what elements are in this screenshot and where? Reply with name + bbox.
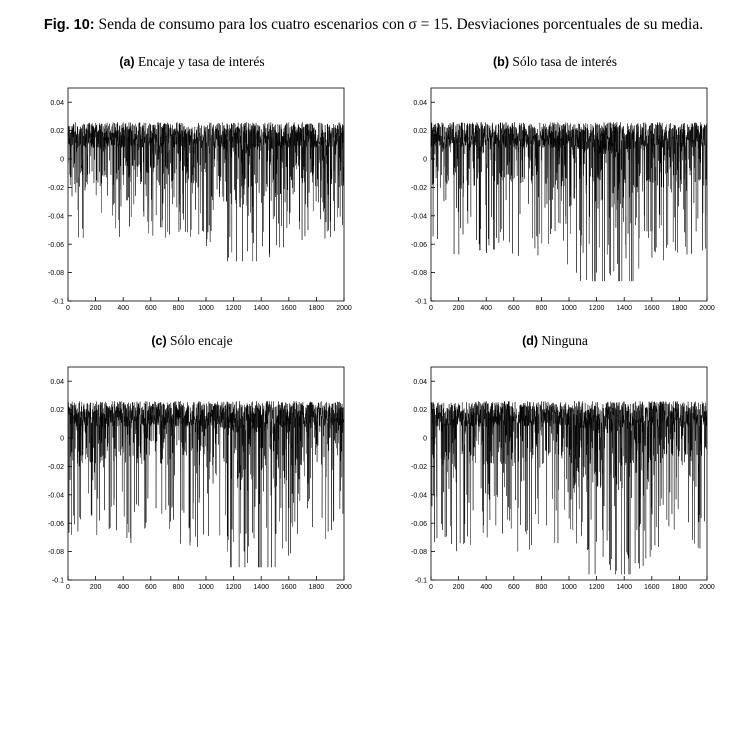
- svg-text:1200: 1200: [225, 584, 242, 592]
- svg-text:400: 400: [117, 305, 130, 313]
- svg-text:2000: 2000: [699, 305, 715, 313]
- svg-text:-0.06: -0.06: [48, 242, 64, 250]
- svg-text:1400: 1400: [616, 584, 632, 592]
- svg-text:800: 800: [172, 305, 185, 313]
- svg-text:-0.02: -0.02: [411, 185, 427, 193]
- svg-text:0: 0: [429, 584, 433, 592]
- svg-text:-0.08: -0.08: [411, 549, 427, 557]
- figure-caption: [29, 14, 719, 36]
- svg-text:1400: 1400: [616, 305, 632, 313]
- panel-a-title-text: Encaje y tasa de interés: [137, 54, 265, 70]
- svg-text:1800: 1800: [308, 584, 325, 592]
- panel-b-plot: [395, 80, 715, 323]
- svg-text:1800: 1800: [671, 584, 688, 592]
- panel-c-plot: [32, 359, 352, 602]
- panel-d: [377, 333, 734, 602]
- svg-text:-0.08: -0.08: [411, 270, 427, 278]
- svg-text:-0.04: -0.04: [48, 492, 64, 500]
- panel-a: [14, 54, 371, 323]
- svg-text:600: 600: [144, 584, 157, 592]
- svg-text:1000: 1000: [198, 305, 214, 313]
- svg-text:0: 0: [423, 157, 427, 165]
- panel-c-title: [151, 333, 232, 349]
- svg-text:1800: 1800: [671, 305, 688, 313]
- svg-text:600: 600: [144, 305, 157, 313]
- svg-text:-0.1: -0.1: [51, 299, 64, 307]
- svg-text:-0.04: -0.04: [411, 213, 427, 221]
- svg-text:800: 800: [535, 584, 548, 592]
- panel-d-svg: [395, 359, 715, 602]
- panel-c-tag: (c): [151, 334, 167, 349]
- panel-b: [377, 54, 734, 323]
- panel-d-tag: (d): [522, 334, 539, 349]
- svg-text:2000: 2000: [336, 584, 352, 592]
- svg-text:1400: 1400: [253, 584, 269, 592]
- svg-text:0: 0: [423, 436, 427, 444]
- svg-text:1200: 1200: [225, 305, 242, 313]
- svg-text:-0.1: -0.1: [414, 299, 427, 307]
- panel-d-title: [522, 333, 588, 349]
- svg-text:-0.06: -0.06: [411, 521, 427, 529]
- svg-text:0.02: 0.02: [413, 128, 427, 136]
- svg-text:0: 0: [66, 305, 70, 313]
- svg-text:0.02: 0.02: [50, 128, 64, 136]
- panel-b-title: [493, 54, 617, 70]
- svg-text:600: 600: [507, 305, 520, 313]
- panel-a-title: [119, 54, 264, 70]
- svg-text:0.02: 0.02: [50, 407, 64, 415]
- svg-text:1400: 1400: [253, 305, 269, 313]
- svg-text:0.04: 0.04: [50, 379, 64, 387]
- svg-text:-0.1: -0.1: [51, 578, 64, 586]
- svg-text:0.04: 0.04: [50, 100, 64, 108]
- svg-text:-0.08: -0.08: [48, 549, 64, 557]
- panel-a-plot: [32, 80, 352, 323]
- svg-text:-0.04: -0.04: [411, 492, 427, 500]
- panel-b-title-text: Sólo tasa de interés: [512, 54, 617, 70]
- panel-c-svg: [32, 359, 352, 602]
- svg-text:1600: 1600: [644, 305, 660, 313]
- svg-text:1200: 1200: [588, 305, 605, 313]
- svg-text:1000: 1000: [198, 584, 214, 592]
- svg-text:-0.02: -0.02: [48, 464, 64, 472]
- svg-text:200: 200: [452, 584, 465, 592]
- panel-b-svg: [395, 80, 715, 323]
- svg-text:0.02: 0.02: [413, 407, 427, 415]
- svg-text:-0.08: -0.08: [48, 270, 64, 278]
- svg-text:400: 400: [117, 584, 130, 592]
- svg-text:0: 0: [66, 584, 70, 592]
- svg-text:800: 800: [535, 305, 548, 313]
- svg-text:2000: 2000: [336, 305, 352, 313]
- svg-text:1200: 1200: [588, 584, 605, 592]
- svg-text:0: 0: [429, 305, 433, 313]
- figure-label: Fig. 10:: [43, 17, 95, 33]
- svg-text:1600: 1600: [644, 584, 660, 592]
- svg-text:0.04: 0.04: [413, 379, 427, 387]
- svg-text:200: 200: [452, 305, 465, 313]
- panel-a-tag: (a): [119, 55, 135, 70]
- svg-text:1600: 1600: [281, 305, 297, 313]
- panel-c-title-text: Sólo encaje: [170, 333, 233, 349]
- svg-text:1800: 1800: [308, 305, 325, 313]
- svg-text:-0.06: -0.06: [48, 521, 64, 529]
- svg-text:1600: 1600: [281, 584, 297, 592]
- svg-text:-0.02: -0.02: [411, 464, 427, 472]
- panel-b-tag: (b): [493, 55, 509, 70]
- svg-text:1000: 1000: [561, 584, 577, 592]
- svg-text:-0.1: -0.1: [414, 578, 427, 586]
- svg-text:600: 600: [507, 584, 520, 592]
- svg-text:400: 400: [480, 584, 493, 592]
- panel-d-title-text: Ninguna: [541, 333, 588, 349]
- figure-caption-text: Senda de consumo para los cuatro escenarios con σ = 15. Desviaciones porcentuales de su media.: [98, 16, 704, 33]
- svg-text:200: 200: [89, 305, 102, 313]
- svg-text:2000: 2000: [699, 584, 715, 592]
- svg-text:-0.04: -0.04: [48, 213, 64, 221]
- svg-text:200: 200: [89, 584, 102, 592]
- svg-text:0: 0: [60, 157, 64, 165]
- svg-text:1000: 1000: [561, 305, 577, 313]
- svg-text:0: 0: [60, 436, 64, 444]
- panel-d-plot: [395, 359, 715, 602]
- panel-c: [14, 333, 371, 602]
- svg-text:-0.06: -0.06: [411, 242, 427, 250]
- svg-text:-0.02: -0.02: [48, 185, 64, 193]
- svg-text:0.04: 0.04: [413, 100, 427, 108]
- panel-grid: [14, 54, 734, 602]
- panel-a-svg: [32, 80, 352, 323]
- svg-text:400: 400: [480, 305, 493, 313]
- svg-text:800: 800: [172, 584, 185, 592]
